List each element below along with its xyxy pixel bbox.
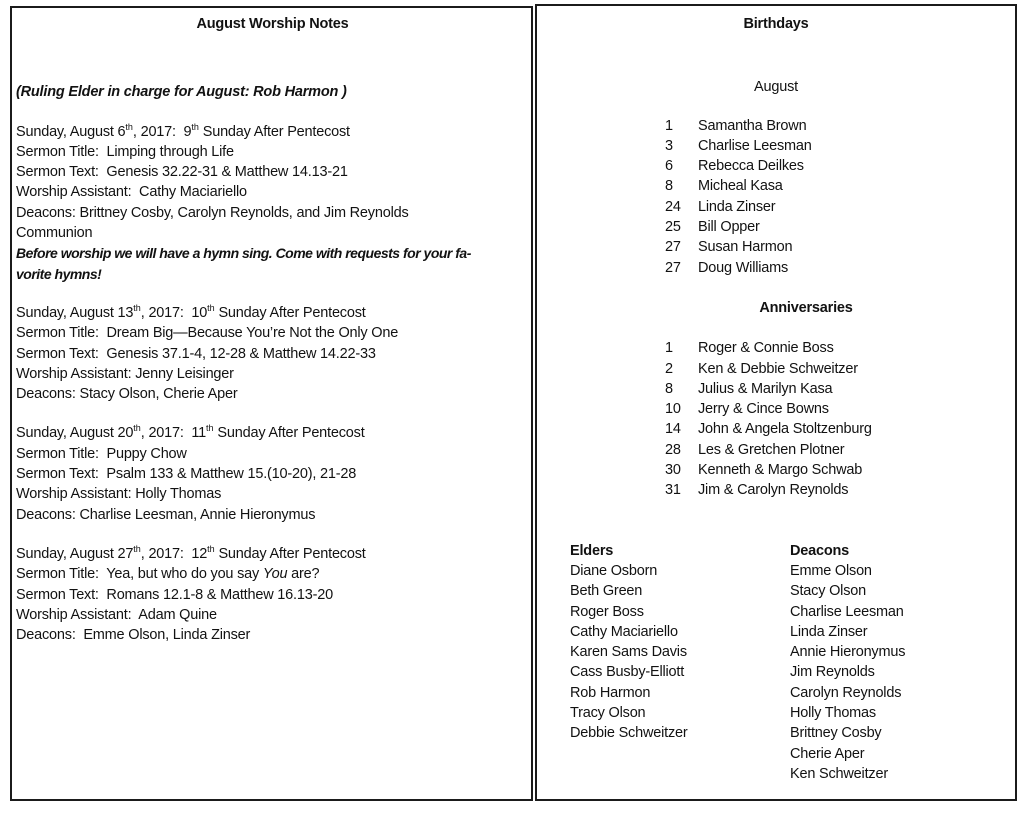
date-list-row	[537, 176, 1015, 196]
worship-note-block	[16, 303, 529, 404]
person-name: Jerry & Cince Bowns	[698, 401, 829, 418]
elders-heading: Elders	[570, 542, 614, 559]
person-name: Doug Williams	[698, 259, 789, 276]
text-segment: Communion	[16, 225, 93, 242]
date-list-row	[537, 338, 1015, 358]
person-name: Jim & Carolyn Reynolds	[698, 482, 849, 499]
leaders-section	[537, 541, 1015, 791]
worship-notes-body	[16, 82, 529, 645]
worship-note-line	[16, 182, 529, 202]
date-list-row	[537, 156, 1015, 176]
text-segment: (Ruling Elder in charge for August: Rob Harmon )	[16, 84, 347, 101]
person-name: Diane Osborn	[570, 562, 658, 579]
person-name: Charlise Leesman	[698, 137, 812, 154]
person-name: Susan Harmon	[698, 239, 793, 256]
day-number: 27	[665, 239, 681, 256]
day-number: 10	[665, 401, 681, 418]
text-segment: , 2017: 9	[132, 123, 192, 140]
date-list-row	[537, 258, 1015, 278]
person-name: Emme Olson	[790, 562, 872, 579]
worship-note-line	[16, 464, 529, 484]
text-segment: Deacons: Emme Olson, Linda Zinser	[16, 627, 251, 644]
deacons-list	[790, 561, 905, 784]
person-name: Linda Zinser	[698, 198, 776, 215]
worship-note-line	[16, 142, 529, 162]
text-segment: Worship Assistant: Cathy Maciariello	[16, 184, 247, 201]
text-segment: , 2017: 12	[140, 545, 208, 562]
worship-note-line	[16, 264, 529, 284]
worship-note-line	[16, 344, 529, 364]
person-name: Debbie Schweitzer	[570, 725, 688, 742]
ordinal-superscript: th	[125, 121, 133, 132]
worship-note-line	[16, 223, 529, 243]
day-number: 1	[665, 340, 673, 357]
worship-note-block	[16, 82, 529, 102]
date-list-row	[537, 460, 1015, 480]
text-segment: Sunday, August 27	[16, 545, 134, 562]
ordinal-superscript: th	[133, 423, 141, 434]
worship-note-line	[16, 82, 529, 102]
text-segment: , 2017: 10	[140, 304, 208, 321]
text-segment: Worship Assistant: Adam Quine	[16, 606, 217, 623]
text-segment: Deacons: Brittney Cosby, Carolyn Reynolds, and Jim Reynolds	[16, 204, 409, 221]
deacons-column	[790, 541, 905, 785]
date-list-row	[537, 217, 1015, 237]
text-segment: Deacons: Charlise Leesman, Annie Hieronymus	[16, 506, 316, 523]
person-name: Roger & Connie Boss	[698, 340, 834, 357]
date-list-row	[537, 379, 1015, 399]
person-name: Cathy Maciariello	[570, 623, 678, 640]
text-segment: Sunday After Pentecost	[213, 425, 365, 442]
person-name: Holly Thomas	[790, 705, 876, 722]
date-list-row	[537, 237, 1015, 257]
date-list-row	[537, 197, 1015, 217]
date-list-row	[537, 399, 1015, 419]
text-segment: Sermon Title: Yea, but who do you say	[16, 566, 263, 583]
birthdays-month: August	[754, 79, 798, 96]
person-name: Charlise Leesman	[790, 603, 904, 620]
worship-note-line	[16, 364, 529, 384]
person-name: Karen Sams Davis	[570, 644, 687, 661]
person-name: Rob Harmon	[570, 684, 651, 701]
worship-note-line	[16, 585, 529, 605]
worship-note-block	[16, 423, 529, 524]
text-segment: Worship Assistant: Jenny Leisinger	[16, 365, 234, 382]
worship-note-line	[16, 122, 529, 142]
birthdays-panel	[535, 4, 1017, 801]
text-segment: Sunday, August 13	[16, 304, 134, 321]
elders-list	[570, 561, 688, 744]
person-name: Ken Schweitzer	[790, 765, 888, 782]
person-name: Julius & Marilyn Kasa	[698, 380, 833, 397]
text-segment: Sunday After Pentecost	[214, 304, 366, 321]
worship-note-line	[16, 243, 529, 263]
anniversaries-title: Anniversaries	[759, 299, 853, 316]
text-segment: Sunday, August 20	[16, 425, 134, 442]
text-segment: Sunday, August 6	[16, 123, 126, 140]
day-number: 3	[665, 137, 673, 154]
ordinal-superscript: th	[206, 423, 214, 434]
date-list-row	[537, 116, 1015, 136]
worship-note-block	[16, 544, 529, 645]
worship-note-line	[16, 544, 529, 564]
date-list-row	[537, 480, 1015, 500]
day-number: 25	[665, 219, 681, 236]
text-segment: Deacons: Stacy Olson, Cherie Aper	[16, 386, 238, 403]
text-segment: Sunday After Pentecost	[198, 123, 350, 140]
worship-note-line	[16, 203, 529, 223]
text-segment: Sunday After Pentecost	[214, 545, 366, 562]
worship-note-line	[16, 323, 529, 343]
worship-note-line	[16, 423, 529, 443]
day-number: 6	[665, 158, 673, 175]
day-number: 2	[665, 360, 673, 377]
birthdays-title: Birthdays	[743, 16, 809, 32]
text-segment: Sermon Text: Psalm 133 & Matthew 15.(10-20), 21-28	[16, 466, 357, 483]
person-name: Kenneth & Margo Schwab	[698, 462, 863, 479]
worship-note-line	[16, 303, 529, 323]
ordinal-superscript: th	[133, 544, 141, 555]
ordinal-superscript: th	[207, 303, 215, 314]
person-name: Les & Gretchen Plotner	[698, 441, 845, 458]
ordinal-superscript: th	[133, 303, 141, 314]
person-name: Roger Boss	[570, 603, 644, 620]
day-number: 8	[665, 178, 673, 195]
person-name: Micheal Kasa	[698, 178, 783, 195]
date-list-row	[537, 359, 1015, 379]
person-name: Jim Reynolds	[790, 664, 875, 681]
person-name: Stacy Olson	[790, 583, 866, 600]
person-name: Samantha Brown	[698, 117, 807, 134]
text-segment: are?	[287, 566, 320, 583]
deacons-heading: Deacons	[790, 542, 850, 559]
day-number: 31	[665, 482, 681, 499]
worship-note-line	[16, 484, 529, 504]
person-name: Tracy Olson	[570, 705, 646, 722]
person-name: Beth Green	[570, 583, 643, 600]
person-name: Ken & Debbie Schweitzer	[698, 360, 858, 377]
ordinal-superscript: th	[191, 121, 199, 132]
text-segment: Sermon Title: Dream Big—Because You’re Not the Only One	[16, 325, 399, 342]
worship-note-line	[16, 444, 529, 464]
person-name: John & Angela Stoltzenburg	[698, 421, 872, 438]
person-name: Rebecca Deilkes	[698, 158, 804, 175]
person-name: Bill Opper	[698, 219, 760, 236]
day-number: 24	[665, 198, 681, 215]
worship-note-line	[16, 605, 529, 625]
text-segment: , 2017: 11	[140, 425, 207, 442]
person-name: Cass Busby-Elliott	[570, 664, 685, 681]
elders-column	[570, 541, 688, 744]
birthday-list	[537, 116, 1015, 278]
text-segment: Before worship we will have a hymn sing. Come with requests for your fa-	[16, 245, 471, 262]
worship-note-line	[16, 384, 529, 404]
worship-notes-title: August Worship Notes	[196, 16, 349, 32]
date-list-row	[537, 440, 1015, 460]
ordinal-superscript: th	[207, 544, 215, 555]
day-number: 28	[665, 441, 681, 458]
person-name: Brittney Cosby	[790, 725, 882, 742]
text-segment: Sermon Text: Romans 12.1-8 & Matthew 16.13-20	[16, 586, 333, 603]
worship-note-block	[16, 122, 529, 284]
day-number: 1	[665, 117, 673, 134]
text-segment: vorite hymns!	[16, 265, 102, 282]
worship-note-line	[16, 625, 529, 645]
person-name: Linda Zinser	[790, 623, 868, 640]
text-segment: Sermon Text: Genesis 37.1-4, 12-28 & Matthew 14.22-33	[16, 345, 376, 362]
text-segment: Worship Assistant: Holly Thomas	[16, 486, 222, 503]
worship-notes-panel	[10, 6, 533, 801]
person-name: Cherie Aper	[790, 745, 865, 762]
day-number: 30	[665, 462, 681, 479]
date-list-row	[537, 419, 1015, 439]
person-name: Annie Hieronymus	[790, 644, 906, 661]
text-segment: Sermon Title: Limping through Life	[16, 143, 234, 160]
day-number: 8	[665, 380, 673, 397]
text-segment: Sermon Text: Genesis 32.22-31 & Matthew 14.13-21	[16, 164, 348, 181]
person-name: Carolyn Reynolds	[790, 684, 902, 701]
anniversary-list	[537, 338, 1015, 500]
date-list-row	[537, 136, 1015, 156]
text-segment: Sermon Title: Puppy Chow	[16, 445, 187, 462]
worship-note-line	[16, 162, 529, 182]
day-number: 14	[665, 421, 681, 438]
day-number: 27	[665, 259, 681, 276]
text-segment: You	[262, 566, 288, 583]
worship-note-line	[16, 505, 529, 525]
worship-note-line	[16, 564, 529, 584]
